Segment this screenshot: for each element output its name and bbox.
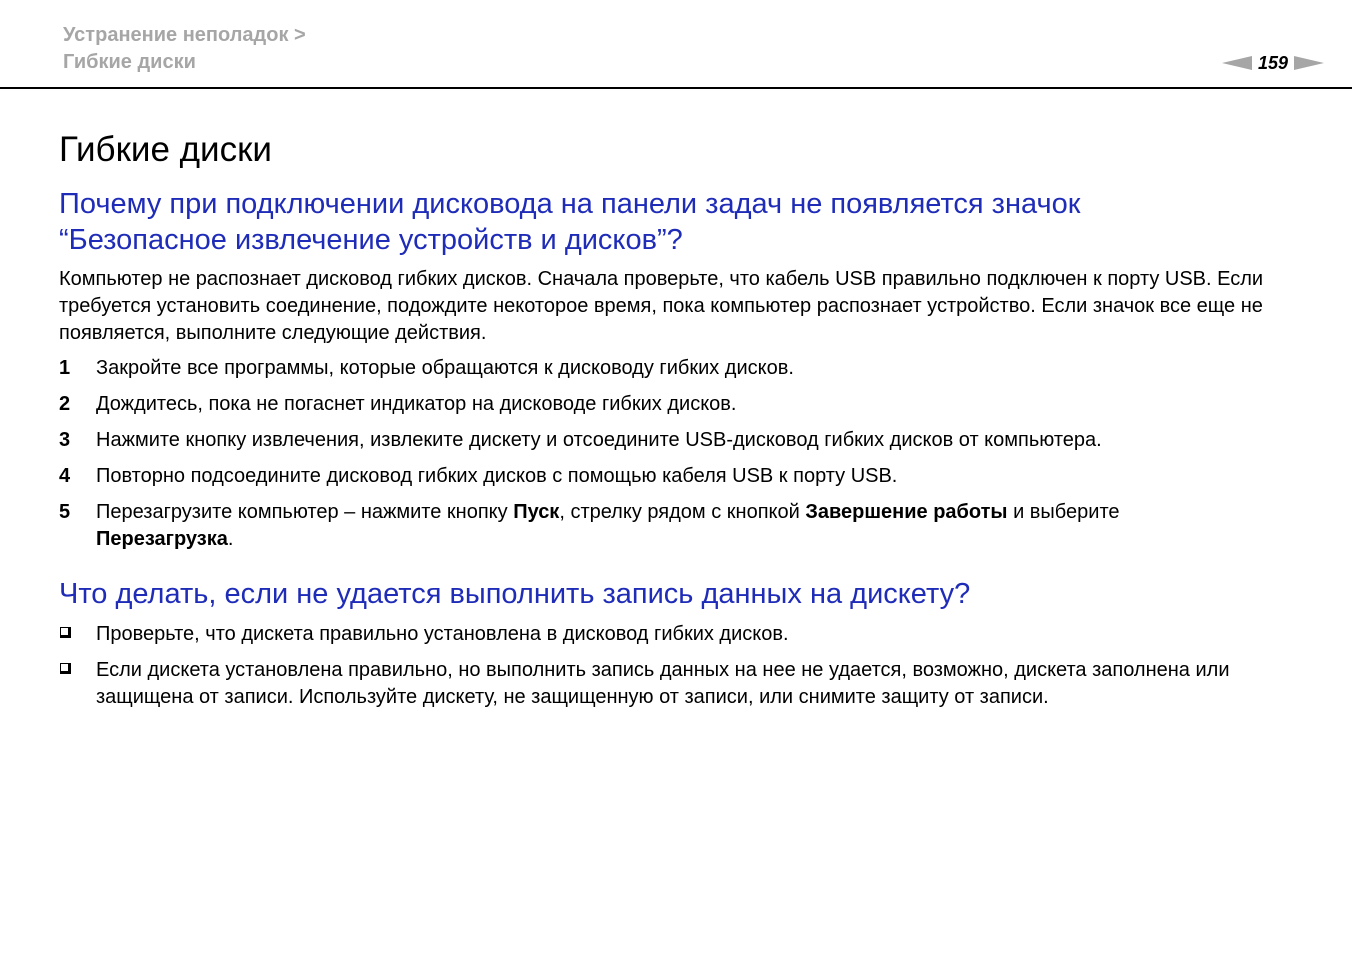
list-item xyxy=(59,657,1299,711)
step-text: Повторно подсоедините дисковод гибких дисков с помощью кабеля USB к порту USB. xyxy=(96,465,898,487)
step-number: 3 xyxy=(59,429,71,451)
start-button-term: Пуск xyxy=(513,501,560,523)
step-text: Перезагрузите компьютер – нажмите кнопку Пуск, стрелку рядом с кнопкой Завершение работы и выберите Перезагрузка. xyxy=(96,501,1120,550)
shutdown-button-term: Завершение работы xyxy=(805,501,1008,523)
previous-page-arrow-icon[interactable] xyxy=(1222,56,1252,70)
steps-list xyxy=(59,355,1299,553)
page-content xyxy=(59,128,1299,720)
page-navigation xyxy=(1222,52,1324,74)
section-heading-taskbar-icon: Почему при подключении дисковода на панели задач не появляется значок “Безопасное извлечение устройств и дисков”? xyxy=(59,188,1081,256)
list-item xyxy=(59,499,1299,553)
page-number: 159 xyxy=(1257,52,1288,73)
section-heading-write-floppy: Что делать, если не удается выполнить запись данных на дискету? xyxy=(59,578,971,610)
checklist xyxy=(59,621,1299,711)
list-item xyxy=(59,463,1299,490)
list-item xyxy=(59,621,1299,648)
breadcrumb-current: Гибкие диски xyxy=(63,51,196,73)
step-number: 1 xyxy=(59,357,71,379)
checkbox-bullet-icon xyxy=(59,621,96,648)
breadcrumb xyxy=(63,22,306,76)
list-item xyxy=(59,427,1299,454)
list-item xyxy=(59,391,1299,418)
step-text: Нажмите кнопку извлечения, извлеките дискету и отсоедините USB-дисковод гибких дисков от компьютера. xyxy=(96,429,1102,451)
list-item xyxy=(59,355,1299,382)
section-paragraph: Компьютер не распознает дисковод гибких дисков. Сначала проверьте, что кабель USB правильно подключен к порту USB. Если требуется установить соединение, подождите некоторое время, пока компьютер распознает устройство. Если значок все еще не появляется, выполните следующие действия. xyxy=(59,268,1264,344)
step-text: Дождитесь, пока не погаснет индикатор на дисководе гибких дисков. xyxy=(96,393,737,415)
header-divider xyxy=(0,87,1352,89)
step-number: 5 xyxy=(59,501,71,523)
next-page-arrow-icon[interactable] xyxy=(1294,56,1324,70)
step-number: 4 xyxy=(59,465,71,487)
list-item-text: Проверьте, что дискета правильно установлена в дисковод гибких дисков. xyxy=(96,623,789,645)
restart-term: Перезагрузка xyxy=(96,528,228,550)
breadcrumb-parent[interactable]: Устранение неполадок > xyxy=(63,24,306,46)
step-text: Закройте все программы, которые обращаются к дисководу гибких дисков. xyxy=(96,357,794,379)
step-number: 2 xyxy=(59,393,71,415)
page-title: Гибкие диски xyxy=(59,130,272,169)
checkbox-bullet-icon xyxy=(59,657,96,711)
list-item-text: Если дискета установлена правильно, но выполнить запись данных на нее не удается, возможно, дискета заполнена или защищена от записи. Используйте дискету, не защищенную от записи, или снимите защиту от записи. xyxy=(96,659,1230,708)
